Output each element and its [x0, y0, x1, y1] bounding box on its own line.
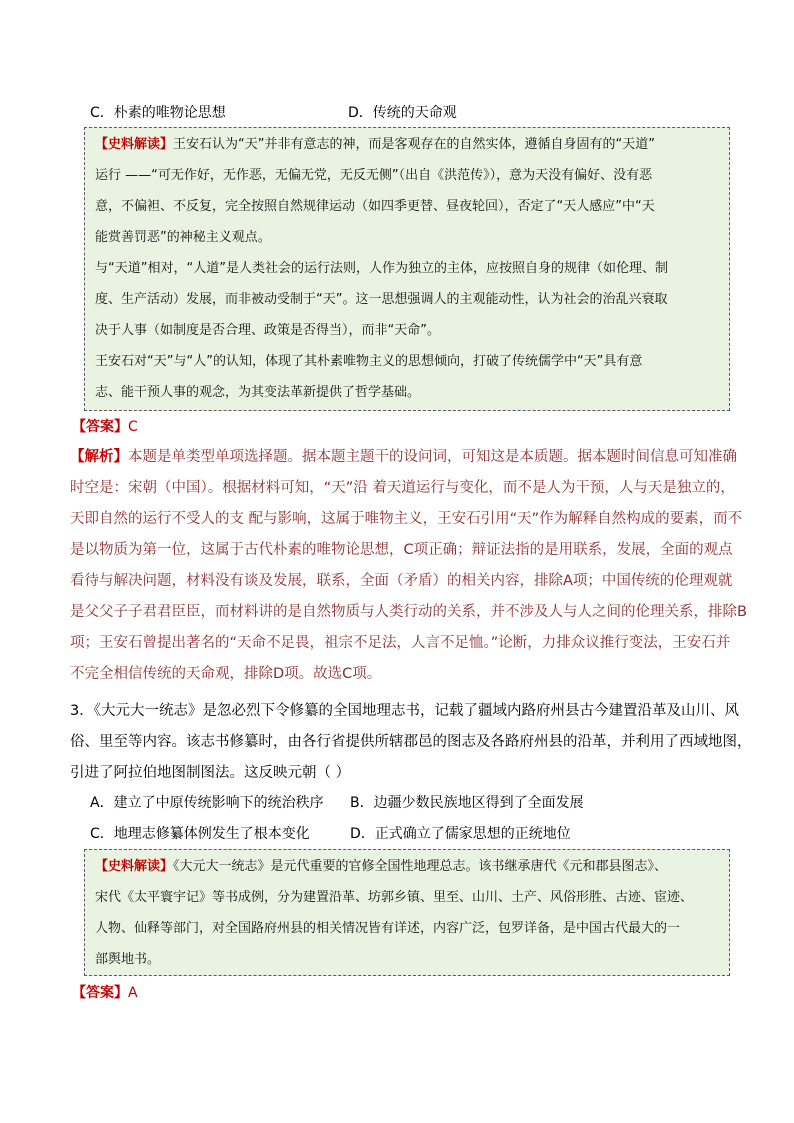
box-line: 决于人事（如制度是否合理、政策是否得当），而非“天命”。	[95, 323, 440, 338]
answer-value: C	[128, 419, 138, 435]
box-line: 王安石认为“天”并非有意志的神，而是客观存在的自然实体，遵循自身固有的“天道”	[173, 137, 655, 152]
explanation-line: 时空是：宋朝（中国）。根据材料可知，“天”沿 着天道运行与变化，而不是人为干预，人与天是独立的，	[70, 480, 735, 496]
explanation-line: 不完全相信传统的天命观，排除D项。故选C项。	[70, 666, 382, 682]
question-line: 引进了阿拉伯地图制图法。这反映元朝（ ）	[70, 765, 351, 781]
answer-2	[72, 983, 138, 1003]
explanation-line: 是父父子子君君臣臣，而材料讲的是自然物质与人类行动的关系，并不涉及人与人之间的伦理关系，排除B	[70, 604, 747, 620]
box-line: 能赏善罚恶”的神秘主义观点。	[95, 230, 271, 245]
explanation-line: 【解析】本题是单类型单项选择题。据本题主题干的设问词，可知这是本质题。据本题时间信息可知准确	[70, 449, 737, 465]
answer-label: 【答案】	[72, 985, 128, 1001]
box-line: 《大元大一统志》是元代重要的官修全国性地理总志。该书继承唐代《元和郡县图志》、	[173, 859, 668, 874]
box-line: 宋代《太平寰宇记》等书成例，分为建置沿革、坊郭乡镇、里至、山川、土产、风俗形胜、古迹、宦迹、	[95, 890, 694, 905]
box-line: 度、生产活动）发展，而非被动受制于“天”。这一思想强调人的主观能动性，认为社会的治乱兴衰取	[95, 292, 668, 307]
question-line: 3．《大元大一统志》是忽必烈下令修纂的全国地理志书，记载了疆域内路府州县古今建置沿革及山川、风	[70, 703, 739, 719]
box-line: 意，不偏袒、不反复，完全按照自然规律运动（如四季更替、昼夜轮回），否定了“天人感应”中“天	[95, 199, 655, 214]
option-c: C．地理志修纂体例发生了根本变化	[90, 826, 310, 842]
box-line: 志、能干预人事的观念，为其变法革新提供了哲学基础。	[95, 385, 421, 400]
answer-1	[72, 417, 138, 437]
box-line: 人物、仙释等部门，对全国路府州县的相关情况皆有详述，内容广泛，包罗详备，是中国古代最大的一	[95, 921, 681, 936]
answer-label: 【答案】	[72, 419, 128, 435]
box-line: 王安石对“天”与“人”的认知，体现了其朴素唯物主义的思想倾向，打破了传统儒学中“天”具有意	[95, 354, 643, 369]
source-interpretation-box	[84, 127, 730, 411]
option-a: A．建立了中原传统影响下的统治秩序	[90, 795, 324, 811]
option-d: D．传统的天命观	[348, 105, 457, 121]
source-label: 【史料解读】	[95, 859, 174, 874]
source-label: 【史料解读】	[95, 137, 174, 152]
explanation-label: 【解析】	[70, 449, 128, 465]
question-line: 俗、里至等内容。该志书修纂时，由各行省提供所辖郡邑的图志及各路府州县的沿革，并利用了西域地图，	[70, 734, 752, 750]
option-c: C．朴素的唯物论思想	[90, 105, 226, 121]
box-line: 部舆地书。	[95, 952, 161, 967]
explanation-line: 看待与解决问题，材料没有谈及发展，联系，全面（矛盾）的相关内容，排除A项；中国传统的伦理观就	[70, 573, 733, 589]
answer-value: A	[128, 985, 138, 1001]
explanation-line: 是以物质为第一位，这属于古代朴素的唯物论思想，C项正确；辩证法指的是用联系，发展，全面的观点	[70, 542, 733, 558]
explanation-line: 天即自然的运行不受人的支 配与影响，这属于唯物主义，王安石引用“天”作为解释自然构成的要素，而不	[70, 511, 743, 527]
option-d: D．正式确立了儒家思想的正统地位	[350, 826, 571, 842]
source-interpretation-box	[84, 849, 730, 976]
box-line: 运行 ——“可无作好，无作恶，无偏无党，无反无侧”（出自《洪范传》），意为天没有偏好、没有恶	[95, 168, 653, 183]
option-b: B．边疆少数民族地区得到了全面发展	[350, 795, 584, 811]
box-line: 与“天道”相对，“人道”是人类社会的运行法则，人作为独立的主体，应按照自身的规律（如伦理、制	[95, 261, 668, 276]
explanation-line: 项；王安石曾提出著名的“天命不足畏，祖宗不足法，人言不足恤。”论断，力排众议推行变法，王安石并	[70, 635, 731, 651]
